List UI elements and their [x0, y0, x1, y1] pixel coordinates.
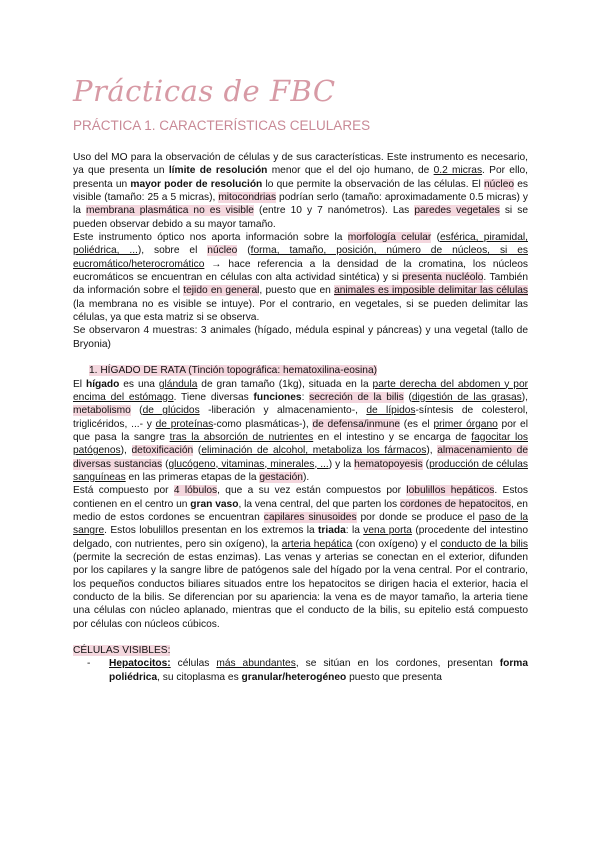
liver-paragraph-2: Está compuesto por 4 lóbulos, que a su vez están compuestos por lobulillos hepáticos. Estos contienen en el centro un gran vaso, la vena central, del que parten los cordones de hepatocitos, en medio de estos cordones se encuentran capilares sinusoides por donde se produce el paso de la sangre. Estos lobulillos presentan en los extremos la triada: la vena porta (procedente del intestino delgado, con nutrientes, pero sin oxígeno), la arteria hepática (con oxígeno) y el conducto de la bilis (permite la secreción de estas enzimas). Las venas y arterias se conectan en el exterior, difunden por los capilares y la sangre libre de patógenos sale del hígado por la vena central. Por el contrario, los pequeños conductos biliares situados entre los hepatocitos se dirigen hacia el exterior, hacia el conducto de la bilis. Se diferencian por su apariencia: la vena es de mayor tamaño, la arteria tiene una células con núcleo aplanado, mientras que el conducto de la bilis, su epitelio está compuesto por células con núcleos cúbicos.: [73, 485, 529, 630]
document-title: Prácticas de FBC: [73, 74, 336, 108]
intro-paragraph-3: Se observaron 4 muestras: 3 animales (hígado, médula espinal y páncreas) y una vegetal (tallo de Bryonia): [73, 325, 528, 350]
cells-heading: CÉLULAS VISIBLES:: [73, 645, 171, 657]
bullet-dash: -: [87, 658, 91, 670]
bullet-text: Hepatocitos: células más abundantes, se sitúan en los cordones, presentan forma poliédrica, su citoplasma es granular/heterogéneo puesto que presenta: [109, 658, 529, 683]
bullet-hepatocitos: [73, 657, 528, 684]
practice-subtitle: PRÁCTICA 1. CARACTERÍSTICAS CELULARES: [73, 118, 371, 133]
section-1-heading: 1. HÍGADO DE RATA (Tinción topográfica: hematoxilina-eosina): [89, 365, 378, 377]
liver-paragraph-1: El hígado es una glándula de gran tamaño (1kg), situada en la parte derecha del abdomen y por encima del estómago. Tiene diversas funciones: secreción de la bilis (digestión de las grasas), metabolismo (de glúcidos -liberación y almacenamiento-, de lípidos-síntesis de colesterol, triglicéridos, ...- y de proteínas-como plasmáticas-), de defensa/inmune (es el primer órgano por el que pasa la sangre tras la absorción de nutrientes en el intestino y se encarga de fagocitar los patógenos), detoxificación (eliminación de alcohol, metaboliza los fármacos), almacenamiento de diversas sustancias (glucógeno, vitaminas, minerales, ...) y la hematopoyesis (producción de células sanguíneas en las primeras etapas de la gestación).: [73, 378, 529, 483]
body-text: [73, 151, 528, 684]
intro-paragraph-1: Uso del MO para la observación de células y de sus características. Este instrumento es necesario, ya que presenta un límite de resolución menor que el del ojo humano, de 0.2 micras. Por ello, presenta un mayor poder de resolución lo que permite la observación de las células. El núcleo es visible (tamaño: 25 a 5 micras), mitocondrias podrían serlo (tamaño: aproximadamente 0.5 micras) y la membrana plasmática no es visible (entre 10 y 7 nanómetros). Las paredes vegetales si se pueden observar debido a su mayor tamaño.: [73, 152, 528, 230]
intro-paragraph-2: Este instrumento óptico nos aporta información sobre la morfología celular (esférica, piramidal, poliédrica, ...), sobre el núcleo (forma, tamaño, posición, número de núcleos, si es eucromático/heterocromático → hace referencia a la densidad de la cromatina, los núcleos eucromáticos se encuentran en células con alta actividad sintética) y si presenta nucléolo. También da información sobre el tejido en general, puesto que en animales es imposible delimitar las células (la membrana no es visible se intuye). Por el contrario, en vegetales, si se pueden delimitar las células, ya que esta matriz si se observa.: [73, 232, 528, 324]
